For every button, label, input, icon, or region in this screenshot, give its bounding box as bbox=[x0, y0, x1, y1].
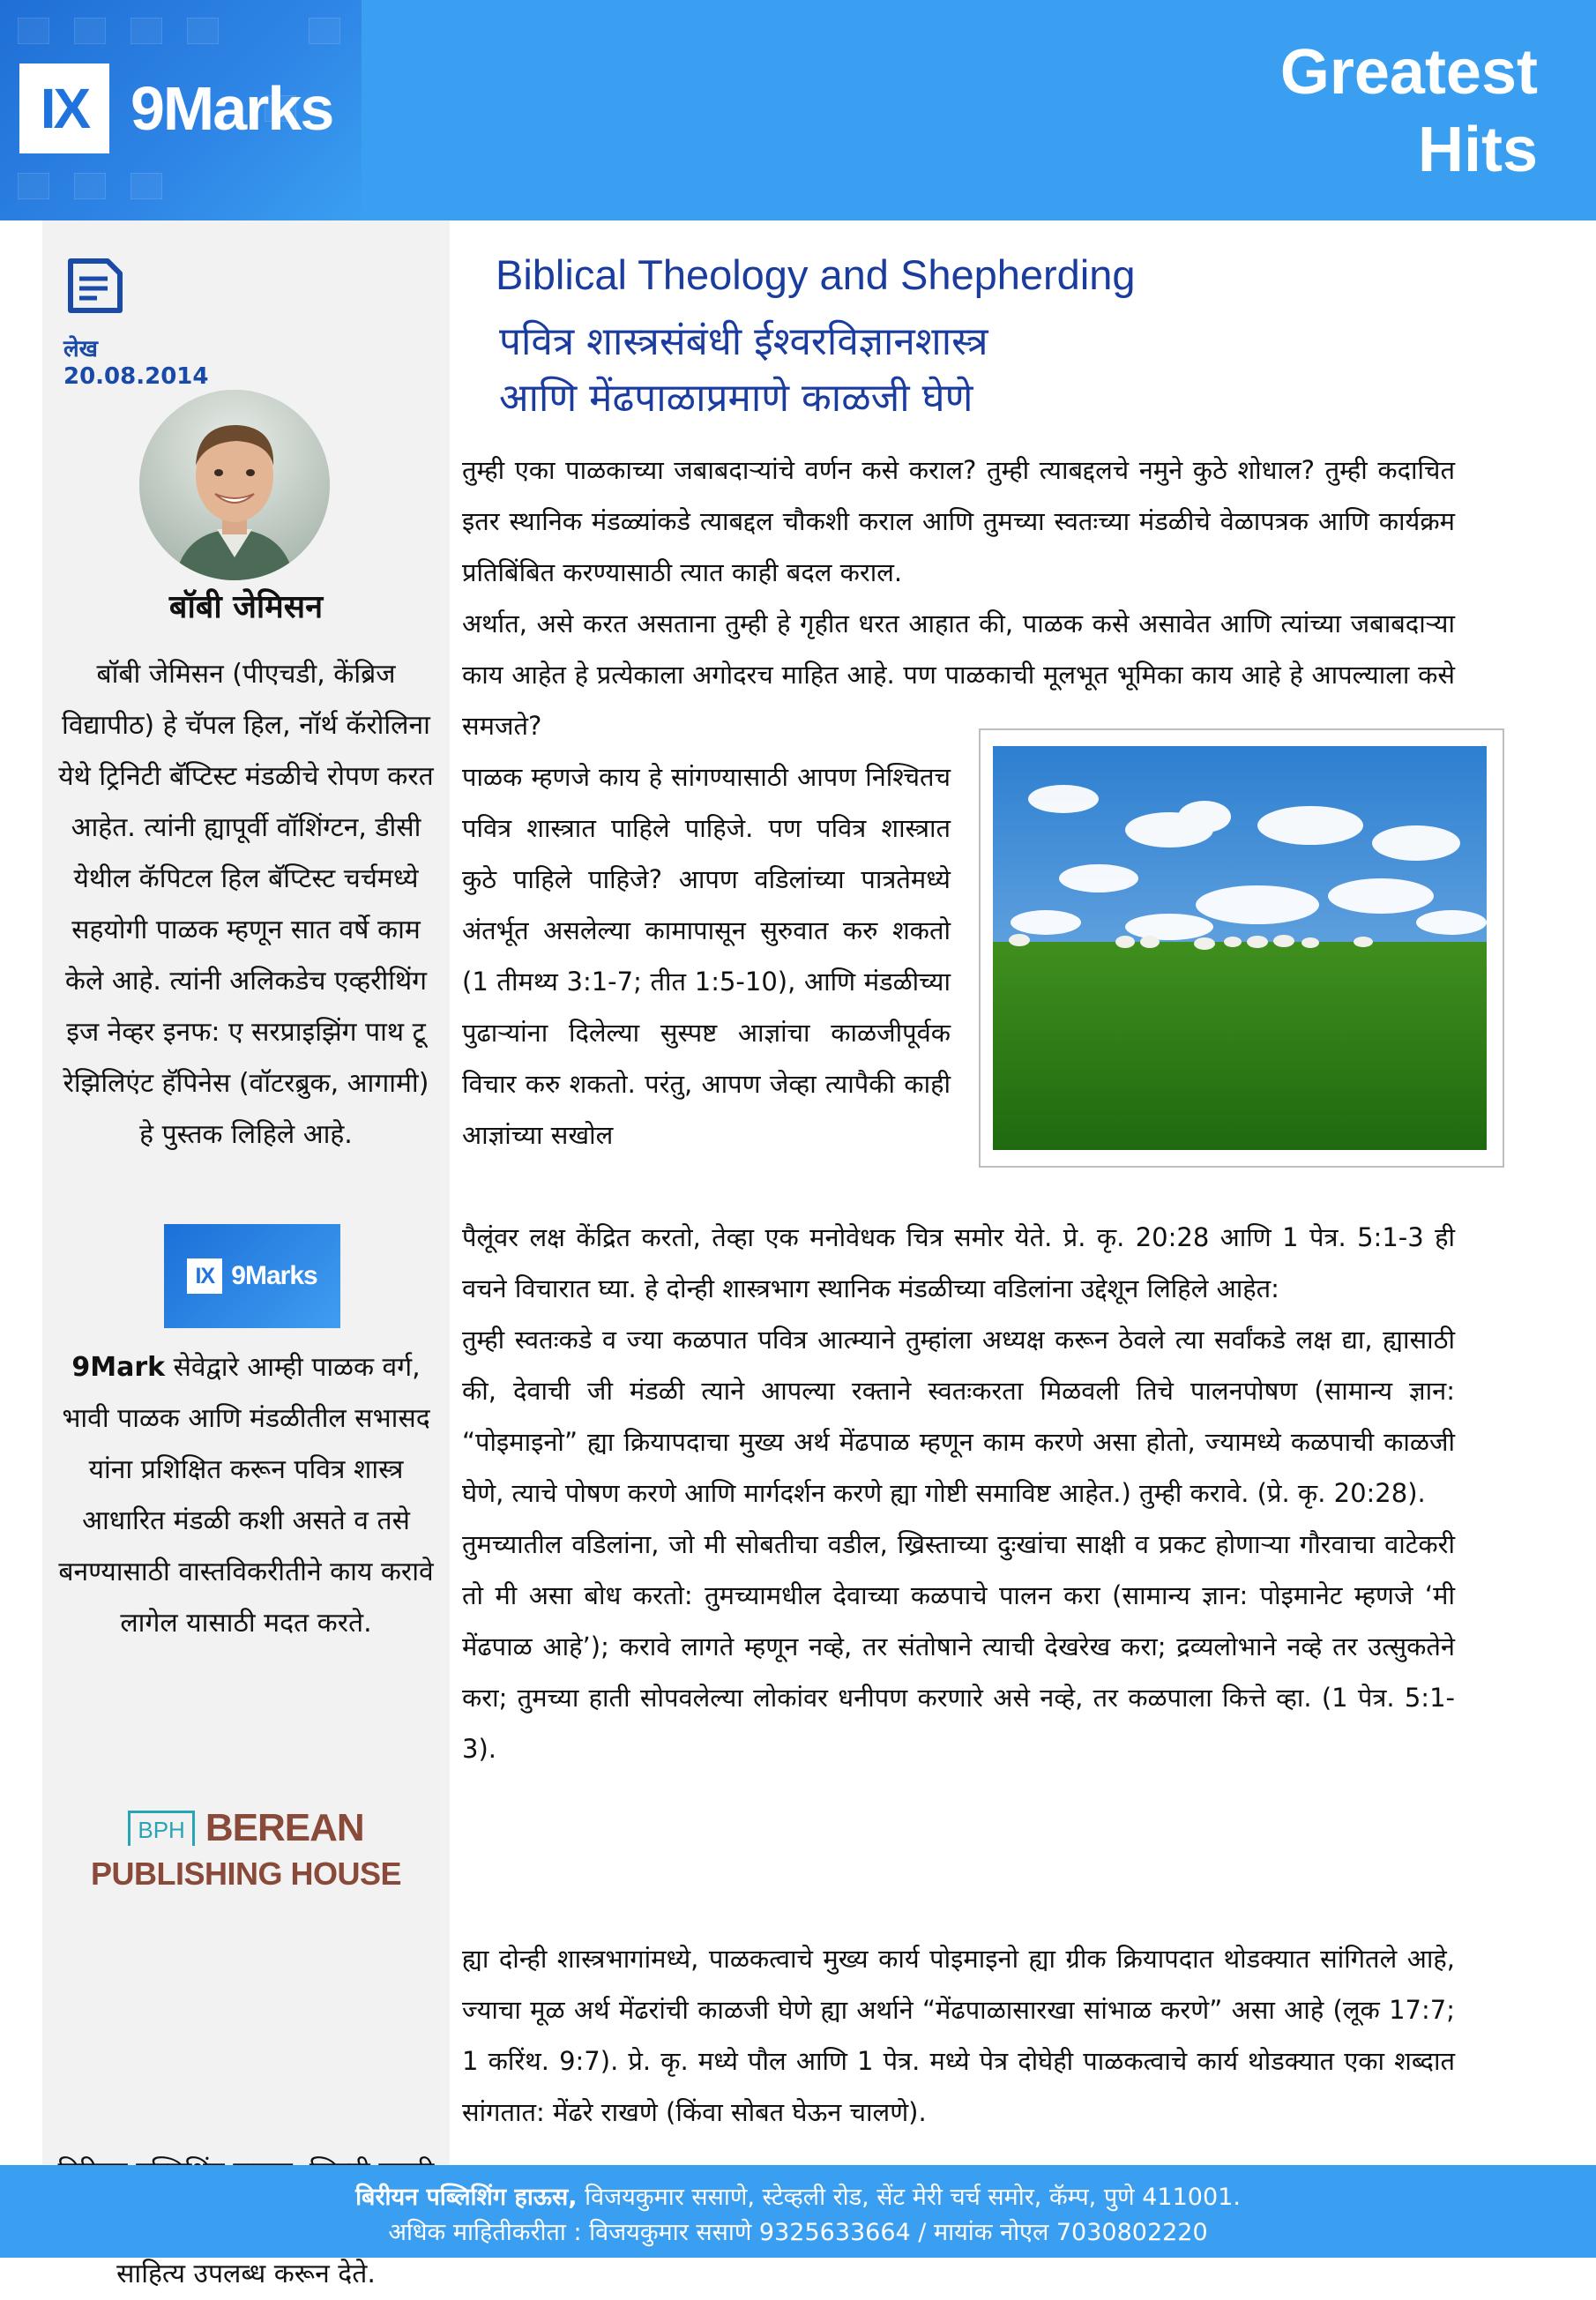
ministry-mission-text: सेवेद्वारे आम्ही पाळक वर्ग, भावी पाळक आणि मंडळीतील सभासद यांना प्रशिक्षित करून पवित्र शास्त्र आधारित मंडळी कशी असते व तसे बनण्यासाठी वास्तविकरीतीने काय करावे लागेल यासाठी मदत करते. bbox=[58, 1352, 434, 1639]
ninemarks-logo-mark: IX bbox=[187, 1258, 222, 1294]
footer-address-text: विजयकुमार ससाणे, स्टेव्हली रोड, सेंट मेरी चर्च समोर, कॅम्प, पुणे 411001. bbox=[577, 2184, 1241, 2211]
paragraph: तुमच्यातील वडिलांना, जो मी सोबतीचा वडील, ख्रिस्ताच्या दुःखांचा साक्षी व प्रकट होणाऱ्या गौरवाचा वाटेकरी तो मी असा बोध करतो: तुमच्यामधील देवाच्या कळपाचे पालन करा (सामान्य ज्ञान: पोइमानेट म्हणजे ‘मी मेंढपाळ आहे’); करावे लागते म्हणून नव्हे, तर संतोषाने त्याची देखरेख करा; द्रव्यलोभाने नव्हे तर उत्सुकतेने करा; तुमच्या हाती सोपवलेल्या लोकांवर धनीपण करणारे असे नव्हे, तर कळपाला कित्ते व्हा. (1 पेत्र. 5:1-3). bbox=[462, 1529, 1455, 1764]
article-title-line: पवित्र शास्त्रसंबंधी ईश्वरविज्ञानशास्त्र bbox=[499, 319, 988, 364]
pattern-tile bbox=[309, 18, 340, 44]
sidebar bbox=[42, 220, 450, 2289]
sheep-photo bbox=[993, 746, 1487, 1150]
ministry-name: 9Mark bbox=[71, 1352, 166, 1383]
article-date: 20.08.2014 bbox=[63, 363, 209, 390]
article-type-label: लेख bbox=[63, 336, 98, 362]
series-title-line: Hits bbox=[1417, 115, 1538, 185]
pattern-tile bbox=[187, 18, 219, 44]
publisher-description: साहित्य उपलब्ध करून देते. bbox=[116, 2259, 376, 2289]
ninemarks-logo-name: 9Marks bbox=[231, 1261, 317, 1290]
publisher-logo-mark: BPH bbox=[128, 1811, 194, 1846]
publisher-logo bbox=[42, 1806, 450, 1893]
footer bbox=[0, 2165, 1596, 2258]
pattern-tile bbox=[74, 18, 106, 44]
footer-publisher-name: बिरीयन पब्लिशिंग हाऊस, bbox=[355, 2184, 578, 2211]
paragraph: पैलूंवर लक्ष केंद्रित करतो, तेव्हा एक मनोवेधक चित्र समोर येते. प्रे. कृ. 20:28 आणि 1 पेत्र. 5:1-3 ही वचने विचारात घ्या. हे दोन्ही शास्त्रभाग स्थानिक मंडळीच्या वडिलांना उद्देशून लिहिले आहेत: bbox=[462, 1222, 1455, 1303]
article-title-line: आणि मेंढपाळाप्रमाणे काळजी घेणे bbox=[499, 376, 973, 421]
document-icon bbox=[67, 258, 123, 317]
article-body bbox=[462, 1212, 1455, 1774]
pattern-tile bbox=[131, 173, 162, 199]
paragraph: तुम्ही एका पाळकाच्या जबाबदाऱ्यांचे वर्णन कसे कराल? तुम्ही त्याबद्दलचे नमुने कुठे शोधाल? तुम्ही कदाचित इतर स्थानिक मंडळ्यांकडे त्याबद्दल चौकशी कराल आणि तुमच्या स्वतःच्या मंडळीचे वेळापत्रक आणि कार्यक्रम प्रतिबिंबित करण्यासाठी त्यात काही बदल कराल. bbox=[462, 455, 1455, 587]
footer-address bbox=[0, 2179, 1596, 2212]
pattern-tile bbox=[18, 173, 49, 199]
pattern-tile bbox=[18, 18, 49, 44]
publisher-logo-subtitle: PUBLISHING HOUSE bbox=[90, 1856, 402, 1892]
footer-contact: अधिक माहितीकरीता : विजयकुमार ससाणे 9325633664 / मायांक नोएल 7030802220 bbox=[388, 2219, 1208, 2246]
author-avatar bbox=[139, 390, 330, 580]
author-bio: बॉबी जेमिसन (पीएचडी, केंब्रिज विद्यापीठ) हे चॅपल हिल, नॉर्थ कॅरोलिना येथे ट्रिनिटी बॅप्टिस्ट मंडळीचे रोपण करत आहेत. त्यांनी ह्यापूर्वी वॉशिंग्टन, डीसी येथील कॅपिटल हिल बॅप्टिस्ट चर्चमध्ये सहयोगी पाळक म्हणून सात वर्षे काम केले आहे. त्यांनी अलिकडेच एव्हरीथिंग इज नेव्हर इनफ: ए सरप्राइझिंग पाथ टू रेझिलिएंट हॅपिनेस (वॉटरब्रुक, आगामी) हे पुस्तक लिहिले आहे. bbox=[58, 659, 434, 1150]
brand-logo-name: 9Marks bbox=[131, 74, 333, 143]
ninemarks-logo bbox=[164, 1224, 340, 1328]
pattern-tile bbox=[74, 173, 106, 199]
paragraph: अर्थात, असे करत असताना तुम्ही हे गृहीत धरत आहात की, पाळक कसे असावेत आणि त्यांच्या जबाबदाऱ्या काय आहेत हे प्रत्येकाला अगोदरच माहित आहे. पण पाळकाची मूलभूत भूमिका काय आहे हे आपल्याला कसे समजते? bbox=[462, 609, 1455, 741]
brand-logo-mark: IX bbox=[19, 63, 109, 153]
article-title-marathi bbox=[499, 314, 988, 427]
paragraph: तुम्ही स्वतःकडे व ज्या कळपात पवित्र आत्म्याने तुम्हांला अध्यक्ष करून ठेवले त्या सर्वांकडे लक्ष द्या, ह्यासाठी की, देवाची जी मंडळी त्याने आपल्या रक्ताने स्वतःकरता मिळवली तिचे पालनपोषण (सामान्य ज्ञान: “पोइमाइनो” ह्या क्रियापदाचा मुख्य अर्थ मेंढपाळ म्हणून काम करणे असा होतो, ज्यामध्ये कळपाची काळजी घेणे, त्याचे पोषण करणे आणि मार्गदर्शन करणे ह्या गोष्टी समाविष्ट आहेत.) तुम्ही करावे. (प्रे. कृ. 20:28). bbox=[462, 1325, 1455, 1508]
article-conclusion bbox=[462, 1933, 1455, 2138]
series-title-line: Greatest bbox=[1279, 37, 1538, 108]
header-banner bbox=[0, 0, 1596, 220]
sheep-photo-frame bbox=[979, 728, 1504, 1168]
brand-logo bbox=[19, 63, 332, 153]
series-title bbox=[1280, 34, 1538, 189]
pattern-tile bbox=[131, 18, 162, 44]
article-title-english: Biblical Theology and Shepherding bbox=[496, 251, 1136, 298]
article-intro bbox=[462, 444, 1455, 751]
publisher-logo-name: BEREAN bbox=[205, 1806, 364, 1849]
author-name: बॉबी जेमिसन bbox=[168, 589, 324, 625]
paragraph-wrapped: पाळक म्हणजे काय हे सांगण्यासाठी आपण निश्चितच पवित्र शास्त्रात पाहिले पाहिजे. पण पवित्र शास्त्रात कुठे पाहिले पाहिजे? आपण वडिलांच्या पात्रतेमध्ये अंतर्भूत असलेल्या कामापासून सुरुवात करु शकतो (1 तीमथ्य 3:1-7; तीत 1:5-10), आणि मंडळीच्या पुढाऱ्यांना दिलेल्या सुस्पष्ट आज्ञांचा काळजीपूर्वक विचार करु शकतो. परंतु, आपण जेव्हा त्यापैकी काही आज्ञांच्या सखोल bbox=[462, 762, 951, 1150]
ministry-mission bbox=[55, 1342, 437, 1649]
paragraph: ह्या दोन्ही शास्त्रभागांमध्ये, पाळकत्वाचे मुख्य कार्य पोइमाइनो ह्या ग्रीक क्रियापदात थोडक्यात सांगितले आहे, ज्याचा मूळ अर्थ मेंढरांची काळजी घेणे ह्या अर्थाने “मेंढपाळासारखा सांभाळ करणे” असा आहे (लूक 17:7; 1 करिंथ. 9:7). प्रे. कृ. मध्ये पौल आणि 1 पेत्र. मध्ये पेत्र दोघेही पाळकत्वाचे कार्य थोडक्यात एका शब्दात सांगतात: मेंढरे राखणे (किंवा सोबत घेऊन चालणे). bbox=[462, 1944, 1455, 2127]
